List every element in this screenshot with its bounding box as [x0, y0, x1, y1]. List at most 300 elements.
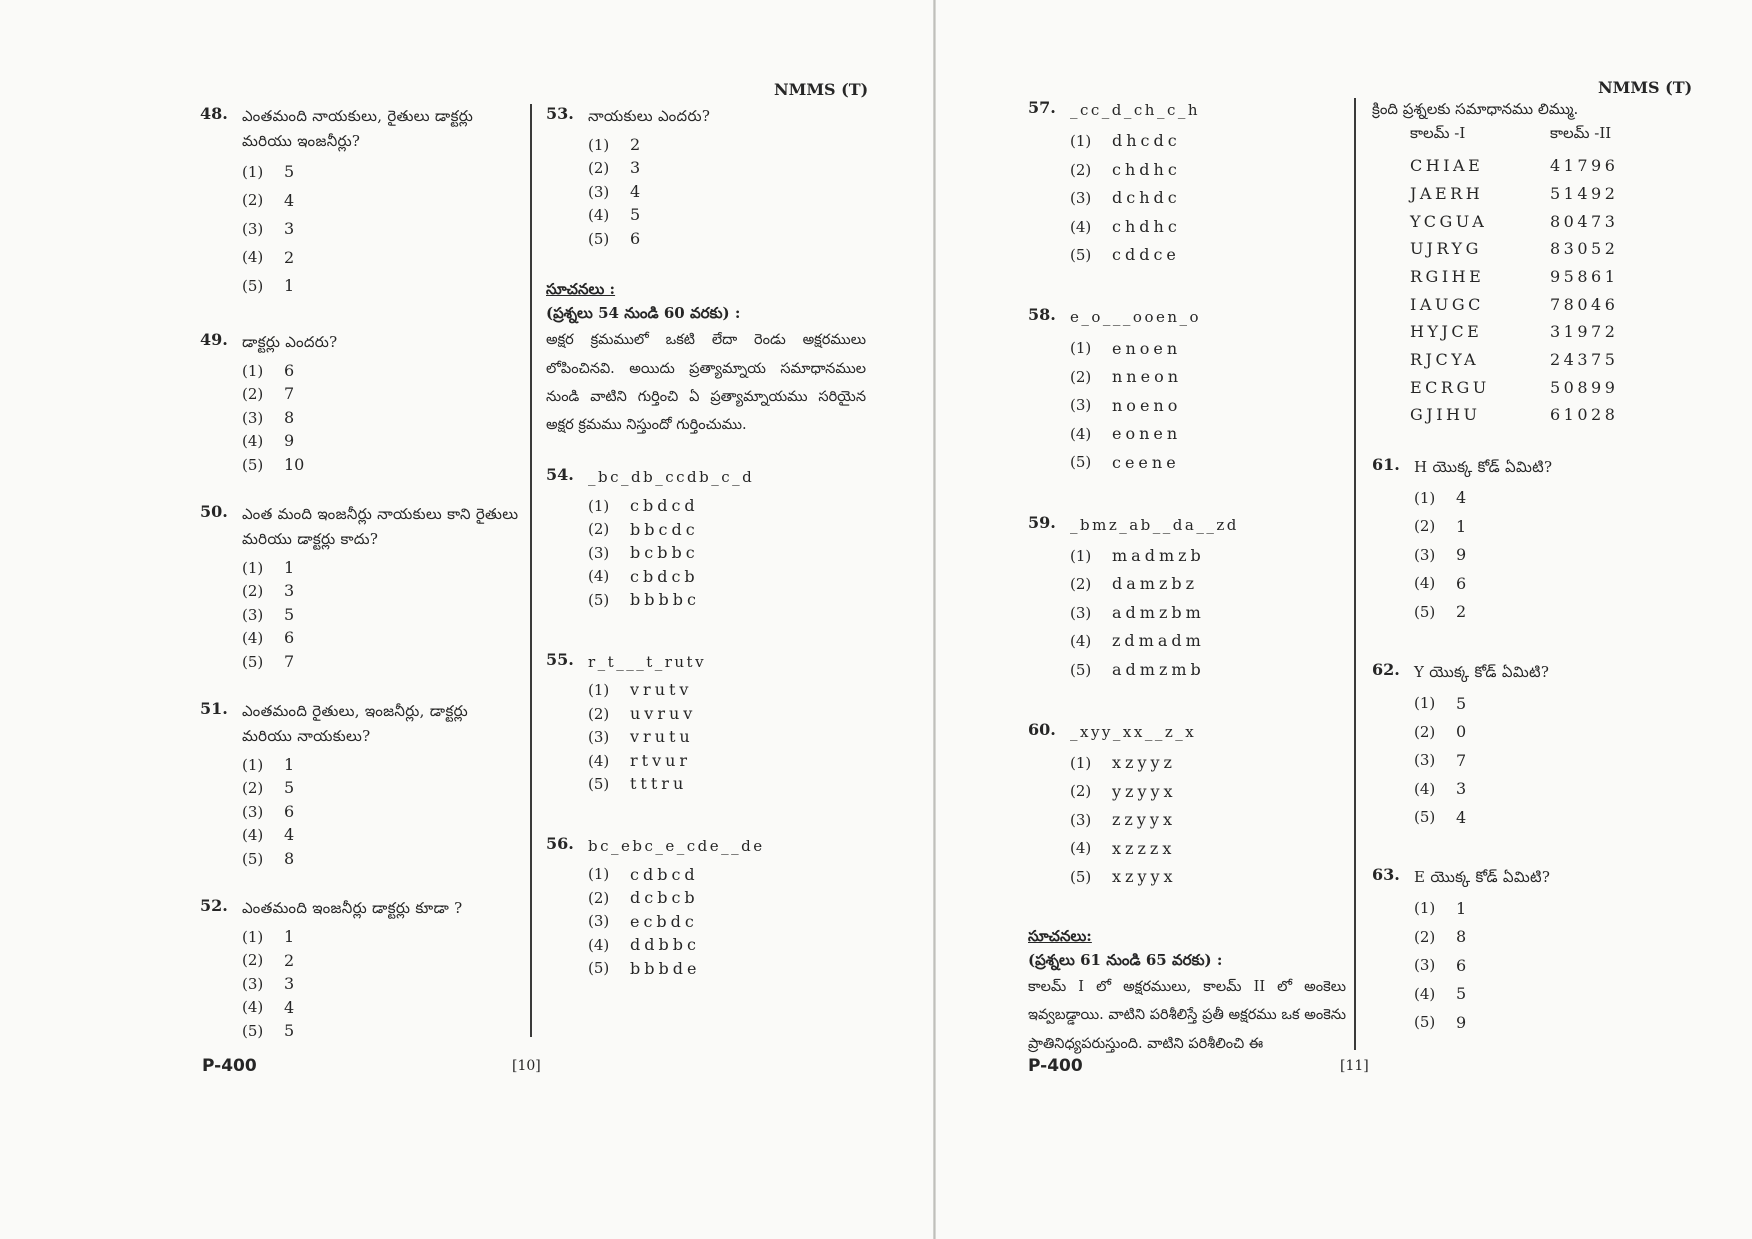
- option-4[interactable]: [1070, 212, 1346, 241]
- option-label: (2): [1070, 367, 1092, 386]
- option-5[interactable]: [1414, 1008, 1692, 1037]
- option-5[interactable]: [242, 272, 520, 301]
- page-number: [11]: [1340, 1058, 1369, 1074]
- option-value: dcbcb: [630, 888, 699, 908]
- question-text: ఎంతమంది నాయకులు, రైతులు డాక్టర్లు మరియు ఇంజనీర్లు?: [242, 107, 474, 150]
- option-label: (1): [1070, 339, 1092, 358]
- option-value: 4: [630, 181, 641, 201]
- option-2[interactable]: [1414, 923, 1692, 952]
- question-60: [1028, 720, 1346, 891]
- option-label: (1): [242, 162, 264, 181]
- option-label: (5): [1070, 660, 1092, 679]
- question-text: ఎంత మంది ఇంజనీర్లు నాయకులు కాని రైతులు మరియు డాక్టర్లు కాదు?: [242, 505, 519, 548]
- option-label: (2): [588, 888, 610, 907]
- option-label: (5): [242, 455, 264, 474]
- question-text: _bmz_ab__da__zd: [1070, 515, 1239, 534]
- option-label: (5): [588, 775, 610, 794]
- option-label: (5): [1070, 453, 1092, 472]
- question-62: [1372, 660, 1692, 831]
- option-value: madmzb: [1112, 545, 1205, 565]
- question-number: 51.: [200, 699, 228, 719]
- option-1[interactable]: [242, 359, 520, 383]
- option-label: (2): [242, 951, 264, 970]
- question-number: 57.: [1028, 98, 1056, 117]
- option-value: 1: [284, 276, 295, 296]
- option-1[interactable]: [1414, 894, 1692, 923]
- question-number: 56.: [546, 833, 574, 853]
- option-4[interactable]: [242, 996, 520, 1020]
- option-5[interactable]: [588, 957, 866, 981]
- option-3[interactable]: [242, 406, 520, 430]
- footer-code: P-400: [1028, 1056, 1083, 1076]
- option-1[interactable]: [588, 678, 866, 702]
- option-value: tttru: [630, 774, 688, 794]
- option-value: zdmadm: [1112, 631, 1205, 651]
- option-label: (2): [242, 582, 264, 600]
- left-column-2: [546, 104, 866, 1018]
- question-text: r_t___t_rutv: [588, 652, 707, 671]
- option-value: xzyyz: [1112, 753, 1176, 773]
- right-page: [936, 0, 1752, 1239]
- option-label: (4): [588, 206, 610, 224]
- option-4[interactable]: [242, 243, 520, 272]
- option-label: (3): [242, 605, 264, 624]
- option-5[interactable]: [1414, 803, 1692, 832]
- option-value: ceene: [1112, 452, 1180, 472]
- question-text: _bc_db_ccdb_c_d: [588, 468, 755, 487]
- option-5[interactable]: [242, 1019, 520, 1043]
- option-2[interactable]: [242, 186, 520, 215]
- option-label: (1): [588, 865, 610, 884]
- option-label: (3): [1414, 545, 1436, 564]
- option-label: (3): [242, 219, 264, 238]
- option-5[interactable]: [588, 588, 866, 612]
- question-61: [1372, 455, 1692, 626]
- option-4[interactable]: [242, 429, 520, 453]
- option-4[interactable]: [1414, 774, 1692, 803]
- code-intro: క్రింది ప్రశ్నలకు సమాధానము లిమ్ము.: [1372, 100, 1579, 118]
- option-value: 1: [284, 927, 295, 947]
- question-51: [200, 699, 520, 870]
- option-value: chdhc: [1112, 216, 1181, 236]
- option-value: 6: [284, 628, 295, 648]
- option-label: (5): [1414, 808, 1436, 827]
- option-value: 5: [630, 205, 641, 225]
- option-label: (4): [242, 248, 264, 267]
- option-value: 3: [284, 974, 295, 994]
- option-label: (5): [1070, 867, 1092, 886]
- option-5[interactable]: [588, 227, 866, 251]
- option-value: 5: [284, 1021, 295, 1041]
- option-label: (2): [1414, 927, 1436, 946]
- option-label: (2): [1070, 782, 1092, 801]
- instructions-range: (ప్రశ్నలు 54 నుండి 60 వరకు) :: [546, 304, 741, 323]
- option-5[interactable]: [1070, 241, 1346, 270]
- option-value: 5: [284, 604, 295, 624]
- left-column-1: [200, 104, 520, 1069]
- option-label: (4): [1414, 984, 1436, 1003]
- option-value: 3: [284, 219, 295, 239]
- code-digits: 24375: [1550, 350, 1619, 370]
- option-4[interactable]: [1070, 834, 1346, 863]
- option-value: bbcdc: [630, 519, 699, 539]
- option-label: (3): [242, 974, 264, 993]
- option-3[interactable]: [588, 180, 866, 204]
- code-letters: CHIAE: [1410, 156, 1484, 176]
- question-text: E యొక్క కోడ్ ఏమిటి?: [1414, 868, 1551, 887]
- question-53: [546, 104, 866, 250]
- page-header: NMMS (T): [774, 80, 869, 99]
- option-value: dchdc: [1112, 188, 1181, 208]
- option-value: ddbbc: [630, 935, 700, 955]
- option-value: 5: [284, 778, 295, 798]
- option-5[interactable]: [242, 847, 520, 871]
- code-row: [1410, 290, 1618, 318]
- code-table-header-1: కాలమ్ -I: [1410, 124, 1466, 142]
- option-value: 0: [1456, 722, 1467, 742]
- option-label: (1): [1414, 899, 1436, 918]
- question-number: 52.: [200, 896, 228, 916]
- code-digits: 78046: [1550, 294, 1619, 314]
- code-table-header-2: కాలమ్ -II: [1550, 124, 1612, 142]
- option-label: (3): [1070, 396, 1092, 415]
- option-label: (4): [588, 567, 610, 586]
- option-label: (4): [1414, 779, 1436, 798]
- option-label: (1): [588, 496, 610, 515]
- option-value: 9: [1456, 545, 1467, 565]
- option-label: (5): [588, 229, 610, 248]
- option-label: (1): [242, 927, 264, 946]
- code-row: [1410, 263, 1618, 291]
- option-label: (4): [588, 751, 610, 770]
- question-number: 63.: [1372, 865, 1400, 885]
- question-number: 53.: [546, 104, 574, 123]
- option-2[interactable]: [588, 518, 866, 542]
- option-value: 9: [1456, 1012, 1467, 1032]
- option-1[interactable]: [1414, 689, 1692, 718]
- question-58: [1028, 305, 1346, 476]
- option-4[interactable]: [242, 626, 520, 650]
- code-letters: UJRYG: [1410, 239, 1482, 259]
- option-value: 5: [284, 162, 295, 182]
- question-text: _cc_d_ch_c_h: [1070, 101, 1201, 119]
- option-value: 3: [284, 581, 295, 601]
- question-number: 55.: [546, 649, 574, 669]
- option-label: (5): [588, 590, 610, 609]
- code-row: [1410, 207, 1618, 235]
- option-3[interactable]: [1414, 746, 1692, 775]
- option-5[interactable]: [1070, 863, 1346, 892]
- option-label: (2): [1070, 160, 1092, 179]
- instructions-body: కాలమ్ I లో అక్షరములు, కాలమ్ II లో అంకెలు ఇవ్వబడ్డాయి. వాటిని పరిశీలిస్తే ప్రతీ అక్షరము ఒక అంకెను ప్రాతినిధ్యపరుస్తుంది. వాటిని పరిశీలించి ఈ: [1028, 979, 1346, 1052]
- question-text: H యొక్క కోడ్ ఏమిటి?: [1414, 457, 1553, 476]
- option-value: admzbm: [1112, 602, 1205, 622]
- option-label: (4): [1070, 839, 1092, 858]
- option-5[interactable]: [242, 650, 520, 674]
- option-value: cddce: [1112, 245, 1180, 265]
- option-label: (3): [588, 912, 610, 931]
- option-3[interactable]: [1414, 541, 1692, 570]
- option-label: (3): [1070, 603, 1092, 622]
- option-5[interactable]: [242, 453, 520, 477]
- option-4[interactable]: [1414, 980, 1692, 1009]
- option-4[interactable]: [588, 203, 866, 227]
- option-1[interactable]: [1070, 749, 1346, 778]
- code-row: [1410, 235, 1618, 263]
- option-label: (5): [1414, 602, 1436, 621]
- option-value: 4: [284, 825, 295, 845]
- option-value: 9: [284, 431, 295, 451]
- option-label: (1): [588, 681, 610, 700]
- option-value: 8: [284, 848, 295, 868]
- option-2[interactable]: [242, 579, 520, 603]
- question-text: _xyy_xx__z_x: [1070, 722, 1197, 741]
- option-1[interactable]: [242, 753, 520, 777]
- option-value: 6: [284, 360, 295, 380]
- option-label: (3): [1414, 751, 1436, 770]
- question-number: 62.: [1372, 660, 1400, 680]
- question-number: 59.: [1028, 512, 1056, 532]
- option-label: (2): [242, 779, 264, 797]
- code-letters: RGIHE: [1410, 267, 1485, 286]
- option-label: (3): [588, 543, 610, 562]
- option-2[interactable]: [1070, 777, 1346, 806]
- option-value: 5: [1456, 693, 1467, 713]
- option-2[interactable]: [242, 382, 520, 406]
- option-value: bcbbc: [630, 543, 699, 563]
- option-label: (3): [1070, 189, 1092, 207]
- code-letters: YCGUA: [1410, 211, 1488, 231]
- code-row: [1410, 401, 1618, 429]
- column-divider: [530, 104, 532, 1037]
- instructions-54-60: [546, 280, 866, 439]
- question-text: ఎంతమంది రైతులు, ఇంజనీర్లు, డాక్టర్లు మరియు నాయకులు?: [242, 702, 468, 745]
- option-3[interactable]: [1070, 806, 1346, 835]
- option-label: (5): [242, 652, 264, 671]
- option-label: (3): [1414, 956, 1436, 975]
- option-value: 2: [284, 950, 295, 970]
- option-5[interactable]: [1070, 655, 1346, 684]
- option-4[interactable]: [1070, 627, 1346, 656]
- code-letters: JAERH: [1410, 183, 1484, 203]
- option-value: 4: [1456, 807, 1467, 827]
- option-label: (1): [242, 558, 264, 577]
- option-label: (5): [588, 959, 610, 978]
- option-label: (4): [242, 826, 264, 844]
- option-2[interactable]: [588, 156, 866, 180]
- option-5[interactable]: [1414, 598, 1692, 627]
- option-value: 3: [630, 158, 641, 178]
- option-5[interactable]: [1070, 448, 1346, 477]
- option-2[interactable]: [1414, 717, 1692, 746]
- option-label: (4): [1070, 424, 1092, 443]
- code-digits: 80473: [1550, 211, 1619, 231]
- option-3[interactable]: [1414, 951, 1692, 980]
- option-4[interactable]: [588, 933, 866, 957]
- page-header: NMMS (T): [1598, 78, 1693, 97]
- option-1[interactable]: [588, 494, 866, 518]
- option-1[interactable]: [588, 863, 866, 887]
- option-2[interactable]: [1070, 570, 1346, 599]
- option-value: 4: [284, 997, 295, 1017]
- option-1[interactable]: [242, 925, 520, 949]
- option-value: 1: [1456, 516, 1467, 536]
- code-digits: 41796: [1550, 156, 1619, 176]
- option-2[interactable]: [1070, 363, 1346, 392]
- instructions-range: (ప్రశ్నలు 61 నుండి 65 వరకు) :: [1028, 951, 1223, 969]
- option-label: (2): [1414, 722, 1436, 741]
- option-2[interactable]: [588, 702, 866, 726]
- option-value: 4: [284, 190, 295, 210]
- question-48: [200, 104, 520, 300]
- option-label: (3): [242, 408, 264, 427]
- option-2[interactable]: [242, 949, 520, 973]
- option-2[interactable]: [1070, 155, 1346, 184]
- option-3[interactable]: [1070, 391, 1346, 420]
- question-number: 49.: [200, 330, 228, 349]
- question-text: ఎంతమంది ఇంజనీర్లు డాక్టర్లు కూడా ?: [242, 899, 463, 918]
- option-1[interactable]: [588, 133, 866, 157]
- option-value: zzyyx: [1112, 810, 1176, 830]
- option-value: noeno: [1112, 395, 1182, 415]
- option-2[interactable]: [1414, 512, 1692, 541]
- option-value: 3: [1456, 779, 1467, 799]
- option-2[interactable]: [588, 886, 866, 910]
- option-value: 8: [284, 407, 295, 427]
- code-letters: RJCYA: [1410, 350, 1480, 370]
- option-label: (3): [1070, 810, 1092, 829]
- option-3[interactable]: [242, 800, 520, 824]
- question-text: Y యొక్క కోడ్ ఏమిటి?: [1414, 663, 1550, 682]
- right-column-1: [1028, 98, 1346, 1058]
- option-3[interactable]: [588, 725, 866, 749]
- option-3[interactable]: [1070, 184, 1346, 213]
- option-3[interactable]: [242, 972, 520, 996]
- option-value: vrutu: [630, 727, 694, 747]
- option-3[interactable]: [242, 215, 520, 244]
- option-label: (1): [588, 135, 610, 154]
- option-5[interactable]: [588, 772, 866, 796]
- option-value: 1: [1456, 898, 1467, 918]
- option-value: 6: [284, 801, 295, 821]
- code-row: [1410, 374, 1618, 402]
- column-divider: [1354, 98, 1356, 1050]
- code-row: [1410, 318, 1618, 346]
- question-text: డాక్టర్లు ఎందరు?: [242, 333, 338, 351]
- question-55: [546, 650, 866, 796]
- question-59: [1028, 513, 1346, 684]
- option-value: nneon: [1112, 367, 1183, 387]
- option-label: (1): [1414, 694, 1436, 713]
- option-4[interactable]: [588, 749, 866, 773]
- option-label: (4): [242, 998, 264, 1017]
- code-digits: 51492: [1550, 183, 1619, 203]
- option-1[interactable]: [1070, 334, 1346, 363]
- option-1[interactable]: [1070, 127, 1346, 156]
- option-1[interactable]: [242, 158, 520, 187]
- option-value: 7: [284, 384, 295, 404]
- option-value: 2: [630, 134, 641, 154]
- option-label: (4): [1070, 217, 1092, 236]
- instructions-heading: సూచనలు :: [546, 280, 616, 299]
- option-1[interactable]: [1070, 541, 1346, 570]
- option-value: 5: [1456, 984, 1467, 1004]
- option-label: (3): [242, 802, 264, 821]
- option-value: 7: [1456, 750, 1467, 770]
- instructions-body: అక్షర క్రమములో ఒకటి లేదా రెండు అక్షరములు లోపించినవి. అయిదు ప్రత్యామ్నాయ సమాధానముల నుండి వాటిని గుర్తించి ఏ ప్రత్యామ్నాయము సరియైన అక్షర క్రమము నిస్తుందో గుర్తించుము.: [546, 332, 866, 434]
- option-value: uvruv: [630, 703, 697, 723]
- option-value: 4: [1456, 488, 1467, 508]
- option-4[interactable]: [1070, 420, 1346, 449]
- code-letters: GJIHU: [1410, 405, 1481, 425]
- option-3[interactable]: [1070, 598, 1346, 627]
- option-label: (4): [242, 432, 264, 450]
- code-digits: 83052: [1550, 239, 1619, 259]
- option-value: yzyyx: [1112, 781, 1177, 801]
- question-number: 60.: [1028, 719, 1056, 739]
- question-50: [200, 502, 520, 673]
- option-label: (1): [242, 361, 264, 380]
- code-letters: HYJCE: [1410, 322, 1483, 342]
- code-row: [1410, 152, 1618, 180]
- option-4[interactable]: [242, 823, 520, 847]
- option-label: (2): [588, 159, 610, 177]
- option-label: (4): [1070, 632, 1092, 650]
- option-label: (4): [588, 935, 610, 954]
- option-1[interactable]: [1414, 484, 1692, 513]
- option-label: (5): [242, 1021, 264, 1040]
- option-4[interactable]: [588, 565, 866, 589]
- option-label: (1): [242, 755, 264, 774]
- option-value: cdbcd: [630, 864, 699, 884]
- option-label: (5): [1414, 1013, 1436, 1032]
- option-label: (3): [588, 182, 610, 201]
- question-52: [200, 896, 520, 1042]
- option-value: 2: [1456, 602, 1467, 622]
- option-4[interactable]: [1414, 569, 1692, 598]
- option-label: (2): [588, 520, 610, 539]
- question-text: bc_ebc_e_cde__de: [588, 836, 765, 855]
- option-value: 10: [284, 454, 305, 474]
- page-number: [10]: [512, 1058, 541, 1074]
- option-label: (2): [242, 385, 264, 403]
- option-label: (1): [1414, 488, 1436, 507]
- option-2[interactable]: [242, 776, 520, 800]
- question-54: [546, 465, 866, 611]
- option-value: rtvur: [630, 750, 692, 770]
- option-label: (1): [1070, 753, 1092, 772]
- option-1[interactable]: [242, 556, 520, 580]
- question-number: 48.: [200, 104, 228, 123]
- instructions-heading: సూచనలు:: [1028, 927, 1092, 945]
- option-value: 2: [284, 247, 295, 267]
- option-3[interactable]: [588, 541, 866, 565]
- code-digits: 95861: [1550, 267, 1619, 286]
- option-value: chdhc: [1112, 159, 1181, 179]
- question-number: 58.: [1028, 305, 1056, 325]
- instructions-61-65: [1028, 927, 1346, 1058]
- option-value: 1: [284, 754, 295, 774]
- question-63: [1372, 865, 1692, 1036]
- option-value: 7: [284, 651, 295, 671]
- question-number: 54.: [546, 465, 574, 485]
- option-label: (2): [1070, 575, 1092, 593]
- option-value: eonen: [1112, 424, 1182, 444]
- option-3[interactable]: [242, 603, 520, 627]
- option-3[interactable]: [588, 910, 866, 934]
- option-value: bbbde: [630, 958, 701, 978]
- option-value: cbdcd: [630, 496, 699, 516]
